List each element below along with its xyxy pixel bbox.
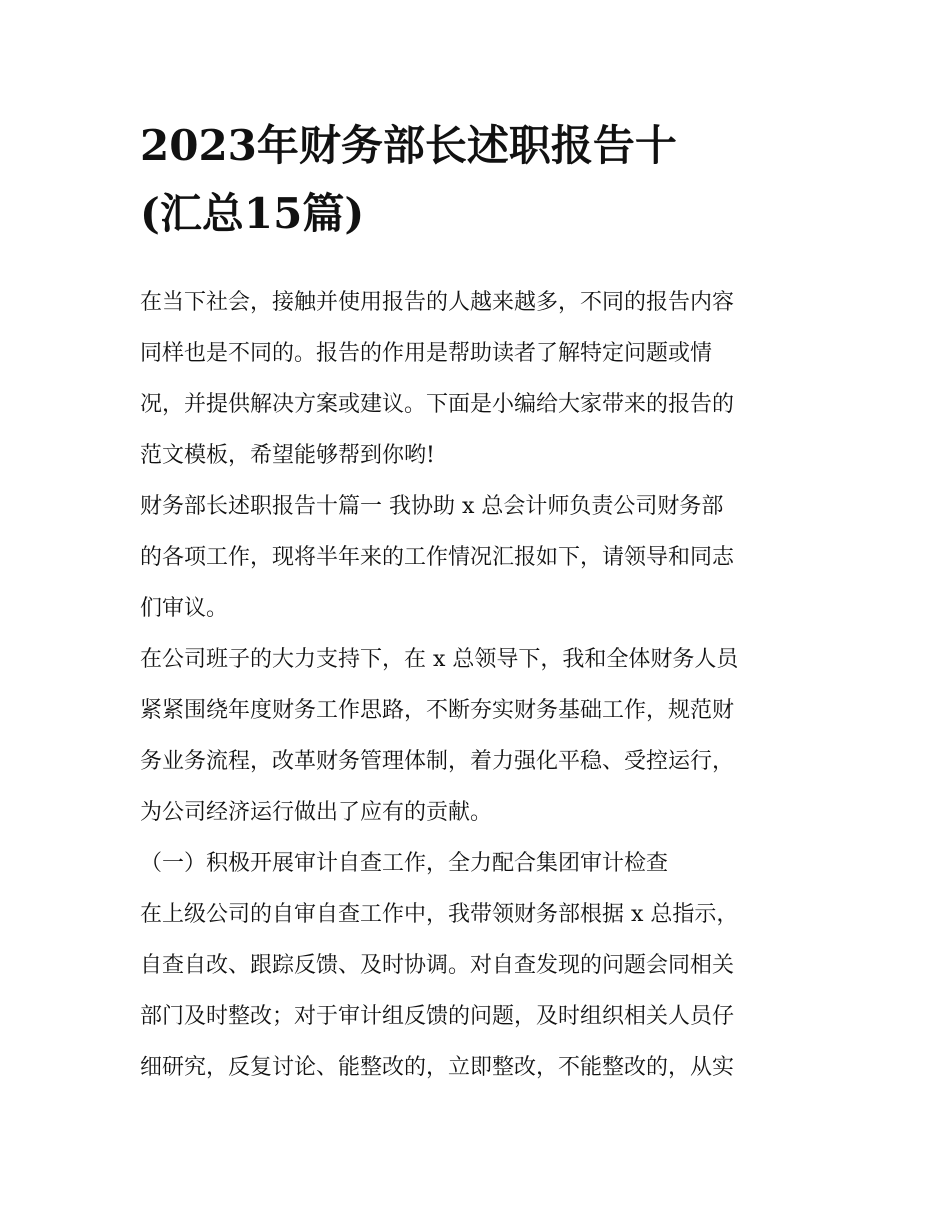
body-line: 为公司经济运行做出了应有的贡献。 xyxy=(140,800,493,825)
body-line: 在上级公司的自审自查工作中，我带领财务部根据 x 总指示， xyxy=(140,902,739,927)
body-line: 们审议。 xyxy=(140,596,229,621)
body-line: 的各项工作，现将半年来的工作情况汇报如下，请领导和同志 xyxy=(140,545,735,570)
body-line: 在公司班子的大力支持下，在 x 总领导下，我和全体财务人员 xyxy=(140,647,739,672)
body-line: 同样也是不同的。报告的作用是帮助读者了解特定问题或情 xyxy=(140,341,713,366)
body-line: 部门及时整改；对于审计组反馈的问题，及时组织相关人员仔 xyxy=(140,1004,735,1029)
body-line: 在当下社会，接触并使用报告的人越来越多，不同的报告内容 xyxy=(140,290,735,315)
section-heading: （一）积极开展审计自查工作，全力配合集团审计检查 xyxy=(140,851,669,876)
document-body xyxy=(140,277,820,1093)
body-line: 紧紧围绕年度财务工作思路，不断夯实财务基础工作，规范财 xyxy=(140,698,735,723)
body-line: 范文模板，希望能够帮到你哟! xyxy=(140,443,435,468)
body-line: 细研究，反复讨论、能整改的，立即整改，不能整改的，从实 xyxy=(140,1055,735,1080)
body-line: 况，并提供解决方案或建议。下面是小编给大家带来的报告的 xyxy=(140,392,735,417)
body-line: 务业务流程，改革财务管理体制，着力强化平稳、受控运行， xyxy=(140,749,735,774)
body-line: 自查自改、跟踪反馈、及时协调。对自查发现的问题会同相关 xyxy=(140,953,735,978)
document-title xyxy=(140,112,840,248)
body-line: 财务部长述职报告十篇一 我协助 x 总会计师负责公司财务部 xyxy=(140,494,724,519)
title-line-1: 2023年财务部长述职报告十 xyxy=(140,121,677,170)
title-line-2: (汇总15篇) xyxy=(140,189,365,238)
